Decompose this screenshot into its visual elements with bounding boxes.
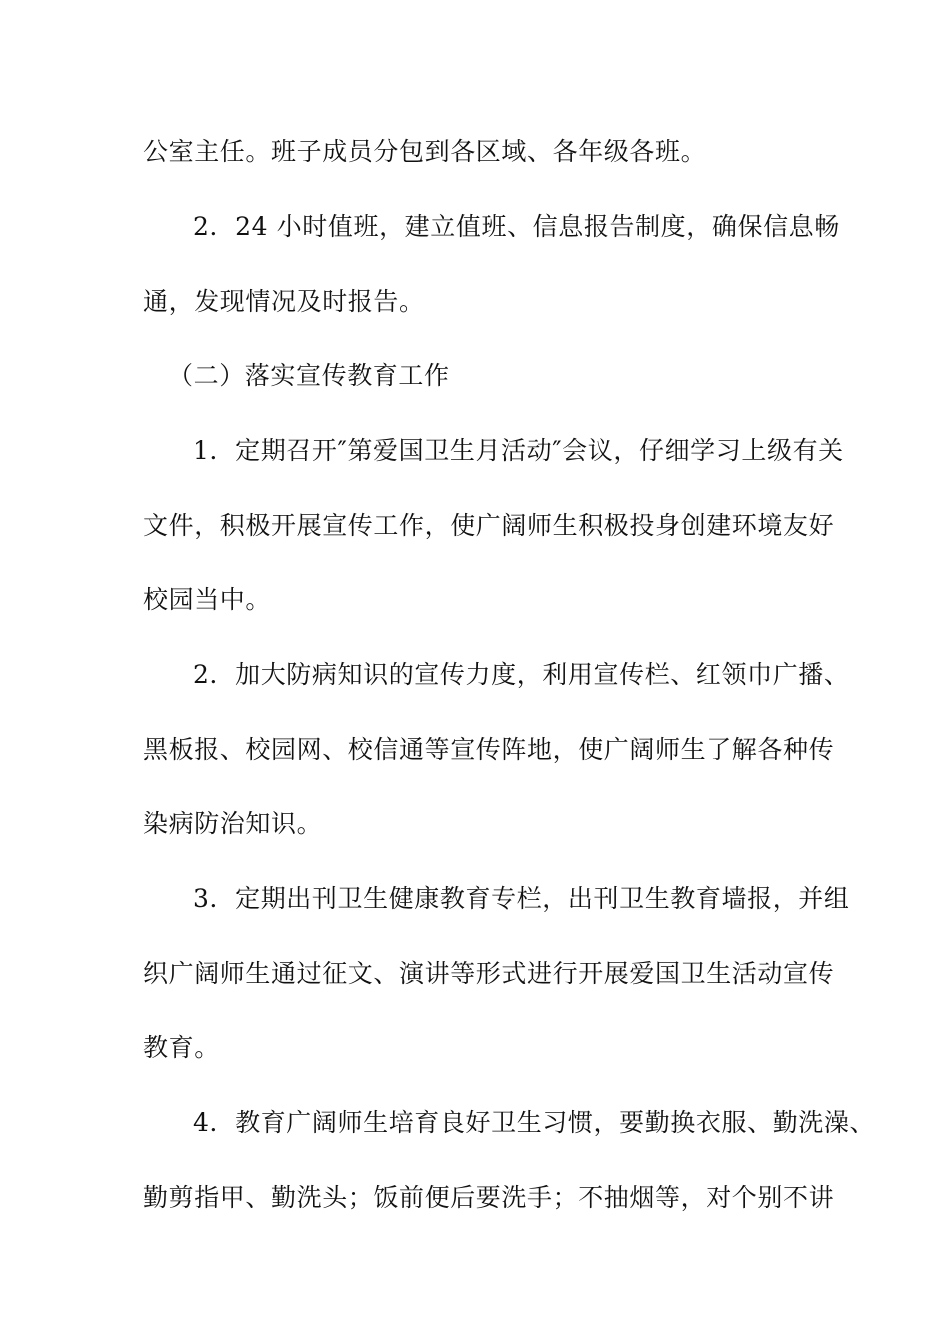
paragraph-line: 教育。 [143,1033,220,1062]
paragraph-line: 4．教育广阔师生培育良好卫生习惯，要勤换衣服、勤洗澡、 [193,1108,876,1137]
paragraph-line: 2．24 小时值班，建立值班、信息报告制度，确保信息畅 [193,212,840,241]
paragraph-line: 染病防治知识。 [143,809,323,838]
paragraph-line: 1．定期召开″第爱国卫生月活动″会议，仔细学习上级有关 [193,436,844,465]
paragraph-line: 公室主任。班子成员分包到各区域、各年级各班。 [143,137,707,166]
paragraph-line: 通，发现情况及时报告。 [143,287,425,316]
paragraph-line: 校园当中。 [143,585,272,614]
paragraph-line: 勤剪指甲、勤洗头；饭前便后要洗手；不抽烟等，对个别不讲 [143,1183,835,1212]
paragraph-line: 织广阔师生通过征文、演讲等形式进行开展爱国卫生活动宣传 [143,959,835,988]
paragraph-line: 文件，积极开展宣传工作，使广阔师生积极投身创建环境友好 [143,511,835,540]
paragraph-line: 黑板报、校园网、校信通等宣传阵地，使广阔师生了解各种传 [143,735,835,764]
paragraph-line: 2．加大防病知识的宣传力度，利用宣传栏、红领巾广播、 [193,660,850,689]
section-heading: （二）落实宣传教育工作 [168,361,450,390]
paragraph-line: 3．定期出刊卫生健康教育专栏，出刊卫生教育墙报，并组 [193,884,850,913]
